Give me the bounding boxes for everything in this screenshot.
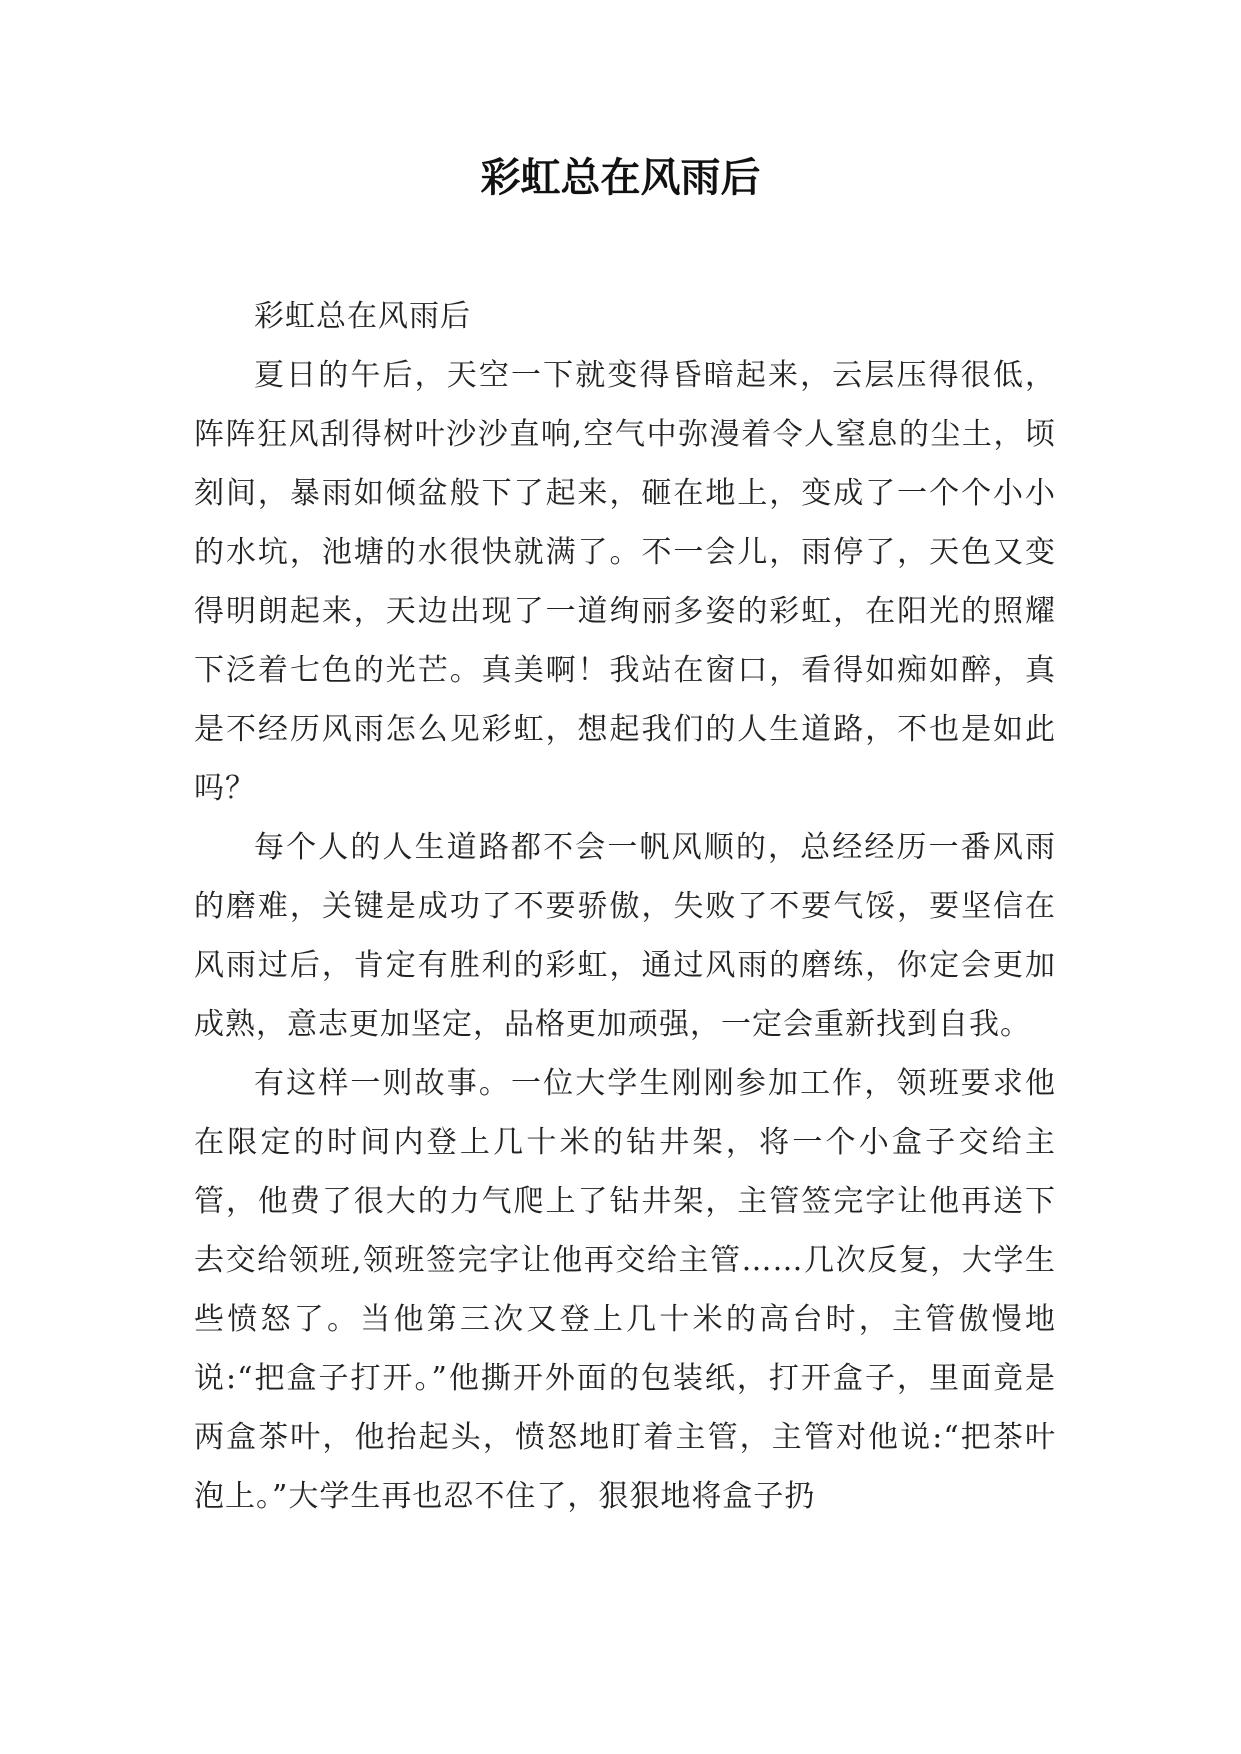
paragraph-story: 有这样一则故事。一位大学生刚刚参加工作，领班要求他在限定的时间内登上几十米的钻井架，将一个小盒子交给主管，他费了很大的力气爬上了钻井架，主管签完字让他再送下去交给领班,领班签完字让他再交给主管……几次反复，大学生些愤怒了。当他第三次又登上几十米的高台时，主管傲慢地说:“把盒子打开。”他撕开外面的包装纸，打开盒子，里面竟是两盒茶叶，他抬起头，愤怒地盯着主管，主管对他说:“把茶叶泡上。”大学生再也忍不住了，狠狠地将盒子扔	[194, 1066, 1056, 1514]
paragraph-life-path: 每个人的人生道路都不会一帆风顺的，总经经历一番风雨的磨难，关键是成功了不要骄傲，失败了不要气馁，要坚信在风雨过后，肯定有胜利的彩虹，通过风雨的磨练，你定会更加成熟，意志更加坚定，品格更加顽强，一定会重新找到自我。	[194, 830, 1056, 1042]
document-title: 彩虹总在风雨后	[480, 154, 761, 201]
document-body	[194, 287, 1056, 1526]
paragraph-summer-storm: 夏日的午后，天空一下就变得昏暗起来，云层压得很低，阵阵狂风刮得树叶沙沙直响,空气中弥漫着令人窒息的尘土，顷刻间，暴雨如倾盆般下了起来，砸在地上，变成了一个个小小的水坑，池塘的水很快就满了。不一会儿，雨停了，天色又变得明朗起来，天边出现了一道绚丽多姿的彩虹，在阳光的照耀下泛着七色的光芒。真美啊！我站在窗口，看得如痴如醉，真是不经历风雨怎么见彩虹，想起我们的人生道路，不也是如此吗？	[194, 358, 1056, 806]
paragraph-subtitle: 彩虹总在风雨后	[254, 299, 471, 334]
